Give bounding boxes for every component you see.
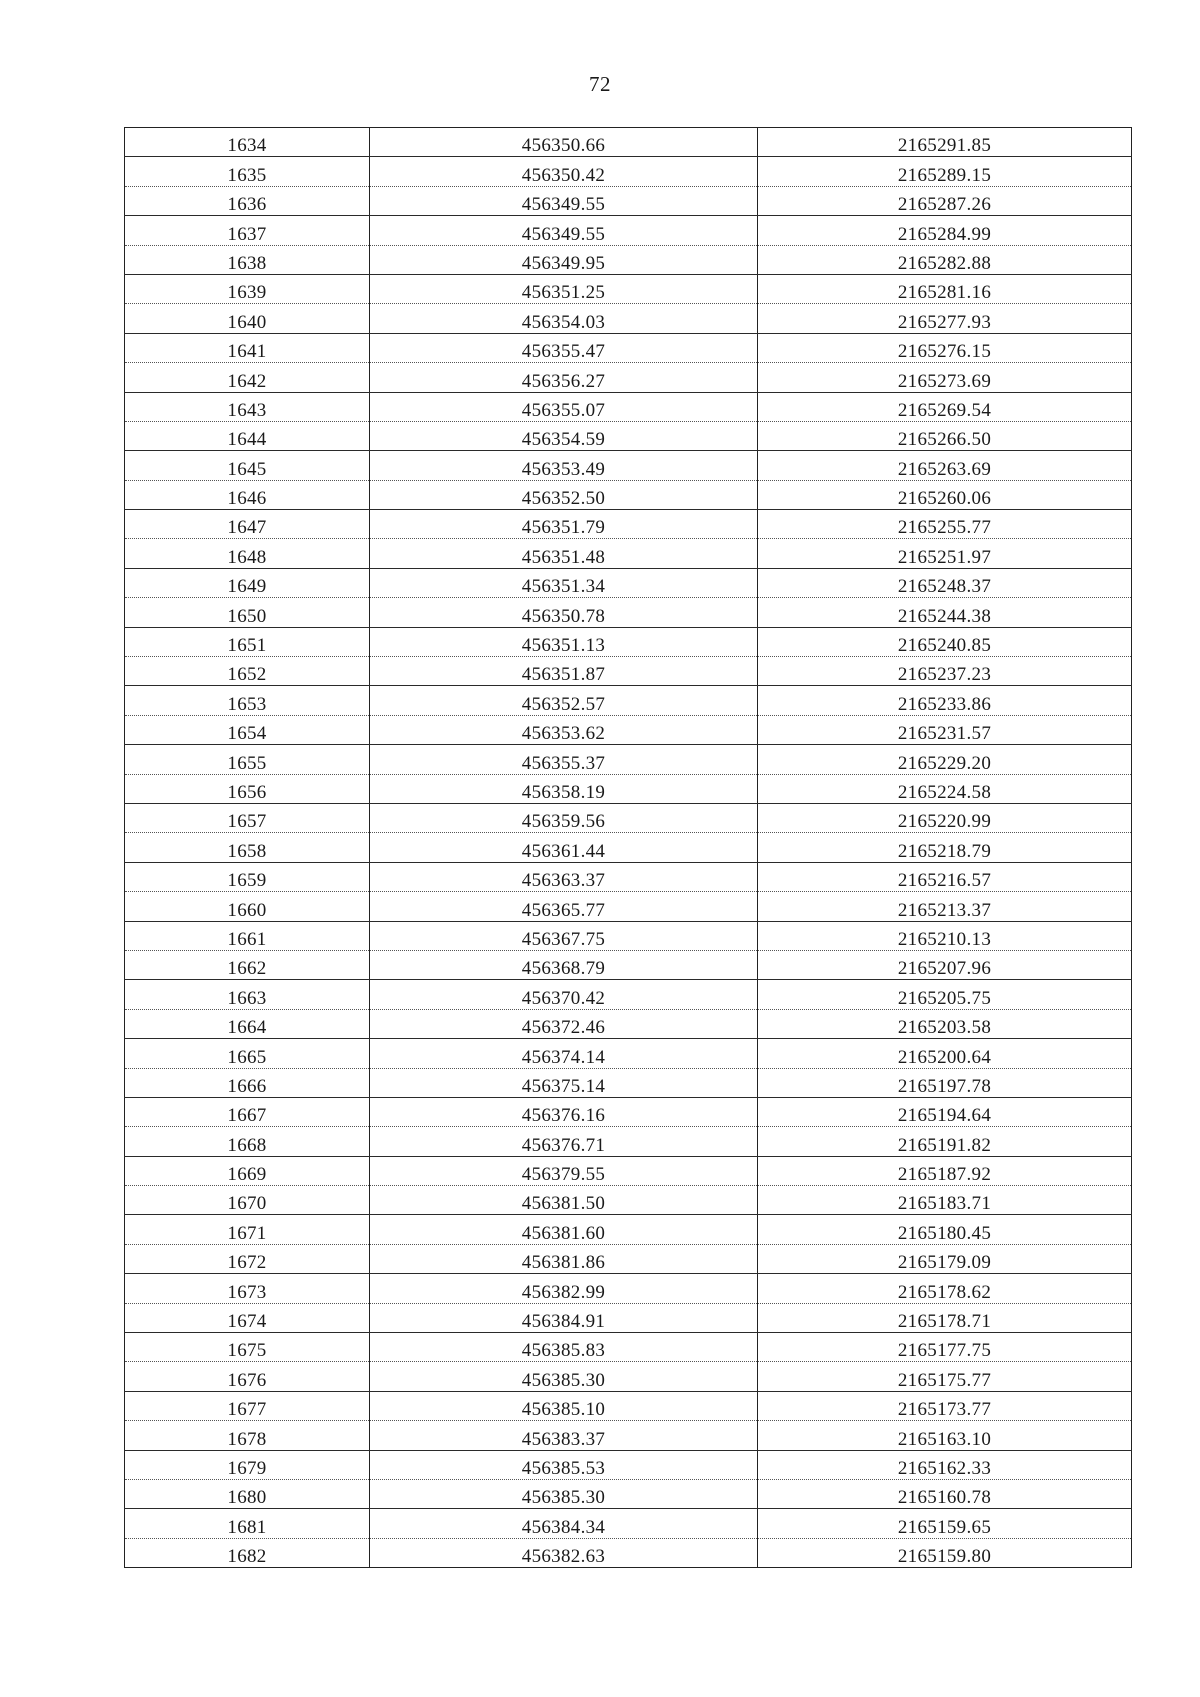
y-coordinate-cell: 2165255.77: [758, 510, 1132, 539]
y-coordinate-cell: 2165213.37: [758, 892, 1132, 921]
table-row: [125, 1097, 1132, 1126]
y-coordinate-cell: 2165162.33: [758, 1450, 1132, 1479]
x-coordinate-cell: 456349.55: [370, 216, 758, 245]
point-number-cell: 1672: [125, 1244, 370, 1273]
y-coordinate-cell: 2165160.78: [758, 1479, 1132, 1508]
x-coordinate-cell: 456350.66: [370, 128, 758, 157]
table-row: [125, 980, 1132, 1009]
point-number-cell: 1637: [125, 216, 370, 245]
point-number-cell: 1640: [125, 304, 370, 333]
page-number: 72: [589, 72, 611, 96]
point-number-cell: 1663: [125, 980, 370, 1009]
y-coordinate-cell: 2165194.64: [758, 1097, 1132, 1126]
y-coordinate-cell: 2165216.57: [758, 862, 1132, 891]
y-coordinate-cell: 2165287.26: [758, 186, 1132, 215]
x-coordinate-cell: 456375.14: [370, 1068, 758, 1097]
x-coordinate-cell: 456382.63: [370, 1538, 758, 1567]
y-coordinate-cell: 2165177.75: [758, 1333, 1132, 1362]
x-coordinate-cell: 456355.47: [370, 333, 758, 362]
point-number-cell: 1674: [125, 1303, 370, 1332]
table-row: [125, 1303, 1132, 1332]
point-number-cell: 1646: [125, 480, 370, 509]
y-coordinate-cell: 2165197.78: [758, 1068, 1132, 1097]
y-coordinate-cell: 2165163.10: [758, 1421, 1132, 1450]
point-number-cell: 1670: [125, 1186, 370, 1215]
point-number-cell: 1639: [125, 274, 370, 303]
table-row: [125, 510, 1132, 539]
point-number-cell: 1645: [125, 451, 370, 480]
x-coordinate-cell: 456368.79: [370, 950, 758, 979]
x-coordinate-cell: 456353.49: [370, 451, 758, 480]
point-number-cell: 1638: [125, 245, 370, 274]
x-coordinate-cell: 456379.55: [370, 1156, 758, 1185]
point-number-cell: 1651: [125, 627, 370, 656]
table-row: [125, 1039, 1132, 1068]
point-number-cell: 1654: [125, 715, 370, 744]
coordinates-table-body: [125, 128, 1132, 1568]
table-row: [125, 803, 1132, 832]
table-row: [125, 186, 1132, 215]
x-coordinate-cell: 456370.42: [370, 980, 758, 1009]
x-coordinate-cell: 456352.57: [370, 686, 758, 715]
x-coordinate-cell: 456367.75: [370, 921, 758, 950]
point-number-cell: 1677: [125, 1391, 370, 1420]
point-number-cell: 1667: [125, 1097, 370, 1126]
y-coordinate-cell: 2165173.77: [758, 1391, 1132, 1420]
point-number-cell: 1652: [125, 657, 370, 686]
y-coordinate-cell: 2165276.15: [758, 333, 1132, 362]
y-coordinate-cell: 2165263.69: [758, 451, 1132, 480]
x-coordinate-cell: 456350.78: [370, 598, 758, 627]
point-number-cell: 1650: [125, 598, 370, 627]
y-coordinate-cell: 2165175.77: [758, 1362, 1132, 1391]
table-row: [125, 421, 1132, 450]
y-coordinate-cell: 2165233.86: [758, 686, 1132, 715]
x-coordinate-cell: 456365.77: [370, 892, 758, 921]
point-number-cell: 1679: [125, 1450, 370, 1479]
y-coordinate-cell: 2165231.57: [758, 715, 1132, 744]
x-coordinate-cell: 456350.42: [370, 157, 758, 186]
point-number-cell: 1659: [125, 862, 370, 891]
table-row: [125, 157, 1132, 186]
x-coordinate-cell: 456351.25: [370, 274, 758, 303]
table-row: [125, 392, 1132, 421]
y-coordinate-cell: 2165200.64: [758, 1039, 1132, 1068]
table-row: [125, 1509, 1132, 1538]
x-coordinate-cell: 456351.79: [370, 510, 758, 539]
table-row: [125, 1068, 1132, 1097]
x-coordinate-cell: 456381.86: [370, 1244, 758, 1273]
point-number-cell: 1641: [125, 333, 370, 362]
table-row: [125, 1156, 1132, 1185]
table-row: [125, 1215, 1132, 1244]
x-coordinate-cell: 456354.03: [370, 304, 758, 333]
table-row: [125, 304, 1132, 333]
x-coordinate-cell: 456381.60: [370, 1215, 758, 1244]
x-coordinate-cell: 456355.37: [370, 745, 758, 774]
table-row: [125, 274, 1132, 303]
x-coordinate-cell: 456376.71: [370, 1127, 758, 1156]
table-row: [125, 363, 1132, 392]
y-coordinate-cell: 2165218.79: [758, 833, 1132, 862]
x-coordinate-cell: 456385.83: [370, 1333, 758, 1362]
point-number-cell: 1668: [125, 1127, 370, 1156]
table-row: [125, 1274, 1132, 1303]
y-coordinate-cell: 2165180.45: [758, 1215, 1132, 1244]
point-number-cell: 1658: [125, 833, 370, 862]
coordinates-table: [124, 127, 1132, 1568]
table-row: [125, 333, 1132, 362]
y-coordinate-cell: 2165277.93: [758, 304, 1132, 333]
point-number-cell: 1675: [125, 1333, 370, 1362]
y-coordinate-cell: 2165178.62: [758, 1274, 1132, 1303]
point-number-cell: 1647: [125, 510, 370, 539]
point-number-cell: 1666: [125, 1068, 370, 1097]
table-row: [125, 1421, 1132, 1450]
point-number-cell: 1661: [125, 921, 370, 950]
y-coordinate-cell: 2165248.37: [758, 568, 1132, 597]
y-coordinate-cell: 2165291.85: [758, 128, 1132, 157]
x-coordinate-cell: 456349.95: [370, 245, 758, 274]
point-number-cell: 1635: [125, 157, 370, 186]
x-coordinate-cell: 456383.37: [370, 1421, 758, 1450]
table-row: [125, 686, 1132, 715]
y-coordinate-cell: 2165237.23: [758, 657, 1132, 686]
x-coordinate-cell: 456384.91: [370, 1303, 758, 1332]
y-coordinate-cell: 2165207.96: [758, 950, 1132, 979]
x-coordinate-cell: 456351.34: [370, 568, 758, 597]
x-coordinate-cell: 456376.16: [370, 1097, 758, 1126]
y-coordinate-cell: 2165220.99: [758, 803, 1132, 832]
table-row: [125, 1479, 1132, 1508]
y-coordinate-cell: 2165229.20: [758, 745, 1132, 774]
x-coordinate-cell: 456354.59: [370, 421, 758, 450]
table-row: [125, 862, 1132, 891]
table-row: [125, 1244, 1132, 1273]
table-row: [125, 1450, 1132, 1479]
point-number-cell: 1657: [125, 803, 370, 832]
table-row: [125, 950, 1132, 979]
y-coordinate-cell: 2165251.97: [758, 539, 1132, 568]
x-coordinate-cell: 456352.50: [370, 480, 758, 509]
point-number-cell: 1669: [125, 1156, 370, 1185]
y-coordinate-cell: 2165266.50: [758, 421, 1132, 450]
y-coordinate-cell: 2165210.13: [758, 921, 1132, 950]
y-coordinate-cell: 2165179.09: [758, 1244, 1132, 1273]
table-row: [125, 745, 1132, 774]
x-coordinate-cell: 456351.87: [370, 657, 758, 686]
y-coordinate-cell: 2165289.15: [758, 157, 1132, 186]
point-number-cell: 1680: [125, 1479, 370, 1508]
point-number-cell: 1644: [125, 421, 370, 450]
x-coordinate-cell: 456358.19: [370, 774, 758, 803]
table-row: [125, 1362, 1132, 1391]
x-coordinate-cell: 456351.48: [370, 539, 758, 568]
x-coordinate-cell: 456351.13: [370, 627, 758, 656]
table-row: [125, 451, 1132, 480]
y-coordinate-cell: 2165191.82: [758, 1127, 1132, 1156]
y-coordinate-cell: 2165205.75: [758, 980, 1132, 1009]
table-row: [125, 568, 1132, 597]
point-number-cell: 1643: [125, 392, 370, 421]
x-coordinate-cell: 456385.30: [370, 1479, 758, 1508]
y-coordinate-cell: 2165244.38: [758, 598, 1132, 627]
x-coordinate-cell: 456384.34: [370, 1509, 758, 1538]
x-coordinate-cell: 456363.37: [370, 862, 758, 891]
x-coordinate-cell: 456361.44: [370, 833, 758, 862]
table-row: [125, 627, 1132, 656]
table-row: [125, 1186, 1132, 1215]
table-row: [125, 539, 1132, 568]
x-coordinate-cell: 456372.46: [370, 1009, 758, 1038]
x-coordinate-cell: 456356.27: [370, 363, 758, 392]
point-number-cell: 1681: [125, 1509, 370, 1538]
table-row: [125, 833, 1132, 862]
y-coordinate-cell: 2165183.71: [758, 1186, 1132, 1215]
x-coordinate-cell: 456355.07: [370, 392, 758, 421]
x-coordinate-cell: 456382.99: [370, 1274, 758, 1303]
point-number-cell: 1655: [125, 745, 370, 774]
point-number-cell: 1636: [125, 186, 370, 215]
table-row: [125, 657, 1132, 686]
table-row: [125, 921, 1132, 950]
point-number-cell: 1634: [125, 128, 370, 157]
y-coordinate-cell: 2165159.65: [758, 1509, 1132, 1538]
point-number-cell: 1678: [125, 1421, 370, 1450]
y-coordinate-cell: 2165178.71: [758, 1303, 1132, 1332]
table-row: [125, 1333, 1132, 1362]
table-row: [125, 480, 1132, 509]
y-coordinate-cell: 2165281.16: [758, 274, 1132, 303]
y-coordinate-cell: 2165159.80: [758, 1538, 1132, 1567]
x-coordinate-cell: 456381.50: [370, 1186, 758, 1215]
table-row: [125, 774, 1132, 803]
point-number-cell: 1671: [125, 1215, 370, 1244]
x-coordinate-cell: 456349.55: [370, 186, 758, 215]
point-number-cell: 1642: [125, 363, 370, 392]
table-row: [125, 1009, 1132, 1038]
x-coordinate-cell: 456385.30: [370, 1362, 758, 1391]
y-coordinate-cell: 2165260.06: [758, 480, 1132, 509]
x-coordinate-cell: 456359.56: [370, 803, 758, 832]
table-row: [125, 1391, 1132, 1420]
table-row: [125, 892, 1132, 921]
y-coordinate-cell: 2165187.92: [758, 1156, 1132, 1185]
table-row: [125, 216, 1132, 245]
y-coordinate-cell: 2165240.85: [758, 627, 1132, 656]
y-coordinate-cell: 2165203.58: [758, 1009, 1132, 1038]
table-row: [125, 245, 1132, 274]
y-coordinate-cell: 2165284.99: [758, 216, 1132, 245]
point-number-cell: 1660: [125, 892, 370, 921]
point-number-cell: 1648: [125, 539, 370, 568]
table-row: [125, 598, 1132, 627]
x-coordinate-cell: 456385.10: [370, 1391, 758, 1420]
point-number-cell: 1665: [125, 1039, 370, 1068]
point-number-cell: 1649: [125, 568, 370, 597]
table-row: [125, 715, 1132, 744]
x-coordinate-cell: 456374.14: [370, 1039, 758, 1068]
y-coordinate-cell: 2165269.54: [758, 392, 1132, 421]
point-number-cell: 1682: [125, 1538, 370, 1567]
y-coordinate-cell: 2165282.88: [758, 245, 1132, 274]
x-coordinate-cell: 456353.62: [370, 715, 758, 744]
point-number-cell: 1676: [125, 1362, 370, 1391]
point-number-cell: 1653: [125, 686, 370, 715]
point-number-cell: 1662: [125, 950, 370, 979]
point-number-cell: 1673: [125, 1274, 370, 1303]
x-coordinate-cell: 456385.53: [370, 1450, 758, 1479]
table-row: [125, 1127, 1132, 1156]
table-row: [125, 1538, 1132, 1567]
point-number-cell: 1656: [125, 774, 370, 803]
y-coordinate-cell: 2165273.69: [758, 363, 1132, 392]
point-number-cell: 1664: [125, 1009, 370, 1038]
y-coordinate-cell: 2165224.58: [758, 774, 1132, 803]
table-row: [125, 128, 1132, 157]
